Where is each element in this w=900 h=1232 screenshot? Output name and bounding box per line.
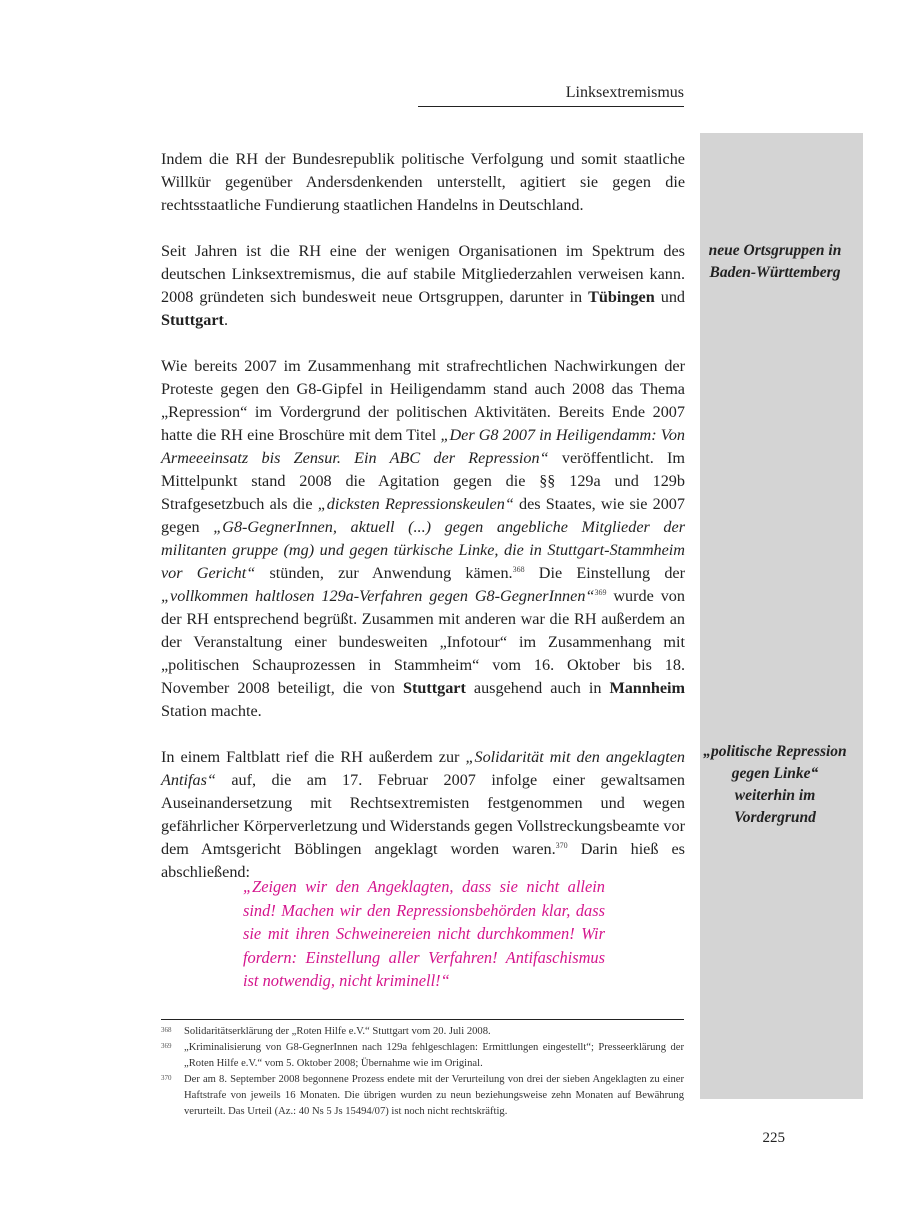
footnote: [161, 1040, 684, 1072]
header-rule: [418, 106, 684, 107]
location-mannheim: Mannheim: [609, 679, 685, 697]
footnote: [161, 1024, 684, 1040]
quote-129a-verfahren: „vollkommen haltlosen 129a-Verfahren gegen G8-GegnerInnen“: [161, 587, 595, 605]
location-tuebingen: Tübingen: [588, 288, 655, 306]
block-quote: „Zeigen wir den Angeklagten, dass sie nicht allein sind! Machen wir den Repressionsbehörden klar, dass sie mit ihren Schweinereien nicht durchkommen! Wir fordern: Einstellung aller Verfahren! Antifaschismus ist notwendig, nicht kriminell!“: [243, 877, 605, 990]
paragraph-3: Wie bereits 2007 im Zusammenhang mit strafrechtlichen Nachwirkungen der Proteste gegen den G8-Gipfel in Heiligendamm stand auch 2008 das Thema „Repression“ im Vordergrund der politischen Aktivitäten. Bereits Ende 2007 hatte die RH eine Broschüre mit dem Titel „Der G8 2007 in Heiligendamm: Von Armeeeinsatz bis Zensur. Ein ABC der Repression“ veröffentlicht. Im Mittelpunkt stand 2008 die Agitation gegen die §§ 129a und 129b Strafgesetzbuch als die „dicksten Repressionskeulen“ des Staates, wie sie 2007 gegen „G8-GegnerInnen, aktuell (...) gegen angebliche Mitglieder der militanten gruppe (mg) und gegen türkische Linke, die in Stuttgart-Stammheim vor Gericht“ stünden, zur Anwendung kämen.$^{368}$ Die Einstellung der „vollkommen haltlosen 129a-Verfahren gegen G8-GegnerInnen“$^{369}$ wurde von der RH entsprechend begrüßt. Zusammen mit anderen war die RH außerdem an der Veranstaltung einer bundesweiten „Infotour“ im Zusammenhang mit „politischen Schauprozessen in Stammheim“ vom 16. Oktober bis 18. November 2008 beteiligt, die von Stuttgart ausgehend auch in Mannheim Station machte.: [161, 357, 686, 720]
margin-note-repression: „politische Repression gegen Linke“ weiterhin im Vordergrund: [703, 743, 847, 826]
footnote-ref-370[interactable]: 370: [555, 841, 568, 850]
footnote-number: 369: [161, 1042, 172, 1050]
footnote-text: Solidaritätserklärung der „Roten Hilfe e.V.“ Stuttgart vom 20. Juli 2008.: [184, 1026, 491, 1037]
quote-g8-gegnerinnen: „G8-GegnerInnen, aktuell (...) gegen angebliche Mitglieder der militanten gruppe (mg) und gegen türkische Linke, die in Stuttgart-Stammheim vor Gericht“: [161, 518, 685, 582]
margin-note-ortsgruppen: neue Ortsgruppen in Baden-Württemberg: [708, 242, 842, 281]
footnote-text: Der am 8. September 2008 begonnene Prozess endete mit der Verurteilung von drei der sieben Angeklagten zu einer Haftstrafe von jeweils 16 Monaten. Die übrigen wurden zu neun beziehungsweise zehn Monaten auf Bewährung verurteilt. Das Urteil (Az.: 40 Ns 5 Js 15494/07) ist noch nicht rechtskräftig.: [184, 1074, 684, 1117]
main-text: [161, 148, 685, 884]
footnote-ref-368[interactable]: 368: [512, 565, 525, 574]
footnote-number: 368: [161, 1026, 172, 1034]
location-stuttgart: Stuttgart: [402, 679, 466, 697]
footnote: [161, 1072, 684, 1120]
page-number: 225: [762, 1130, 785, 1146]
quote-solidaritaet: „Solidarität mit den angeklagten Antifas“: [161, 748, 685, 789]
running-header: Linksextremismus: [565, 84, 684, 101]
footnote-text: „Kriminalisierung von G8-GegnerInnen nach 129a fehlgeschlagen: Ermittlungen eingestellt“; Presseerklärung der „Roten Hilfe e.V.“ vom 5. Oktober 2008; Übernahme wie im Original.: [184, 1042, 684, 1069]
quote-repressionskeulen: „dicksten Repressionskeulen“: [317, 495, 514, 513]
quote-brochure-title: „Der G8 2007 in Heiligendamm: Von Armeeeinsatz bis Zensur. Ein ABC der Repression“: [161, 426, 686, 467]
footnotes: [161, 1024, 684, 1120]
footnote-number: 370: [161, 1074, 172, 1082]
paragraph-1: Indem die RH der Bundesrepublik politische Verfolgung und somit staatliche Willkür gegenüber Andersdenkenden unterstellt, agitiert sie gegen die rechtsstaatliche Fundierung staatlichen Handelns in Deutschland.: [161, 150, 685, 214]
footnote-rule: [161, 1019, 684, 1020]
paragraph-2: Seit Jahren ist die RH eine der wenigen Organisationen im Spektrum des deutschen Linksextremismus, die auf stabile Mitgliederzahlen verweisen kann. 2008 gründeten sich bundesweit neue Ortsgruppen, darunter in Tübingen und Stuttgart.: [161, 242, 686, 329]
paragraph-4: In einem Faltblatt rief die RH außerdem zur „Solidarität mit den angeklagten Antifas“ auf, die am 17. Februar 2007 infolge einer gewaltsamen Auseinandersetzung mit Rechtsextremisten festgenommen und wegen gefährlicher Körperverletzung und Widerstands gegen Vollstreckungsbeamte vor dem Amtsgericht Böblingen angeklagt worden waren.$^{370}$ Darin hieß es abschließend:: [161, 748, 685, 881]
location-stuttgart: Stuttgart: [161, 311, 224, 329]
footnote-ref-369[interactable]: 369: [594, 588, 607, 597]
